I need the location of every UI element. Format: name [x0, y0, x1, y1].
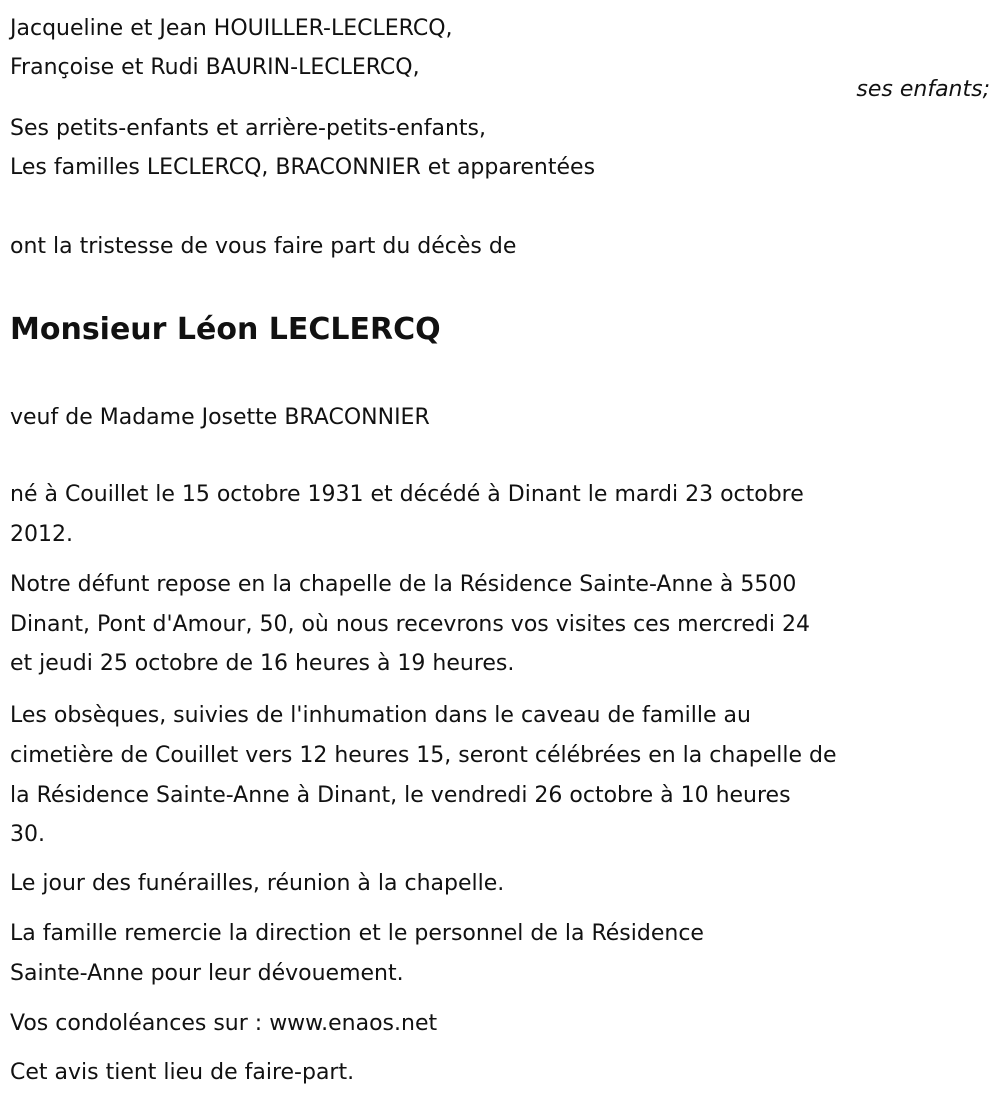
repose-line: Dinant, Pont d'Amour, 50, où nous recevrons vos visites ces mercredi 24 — [10, 612, 810, 637]
thanks-line: Sainte-Anne pour leur dévouement. — [10, 961, 404, 986]
repose-line: et jeudi 25 octobre de 16 heures à 19 heures. — [10, 651, 515, 676]
child-line: Jacqueline et Jean HOUILLER-LECLERCQ, — [10, 16, 453, 41]
children-label: ses enfants; — [856, 77, 990, 102]
birth-death-line: 2012. — [10, 522, 73, 547]
funeral-line: Les obsèques, suivies de l'inhumation dans le caveau de famille au — [10, 703, 751, 728]
closing-line: Cet avis tient lieu de faire-part. — [10, 1060, 355, 1085]
gathering-line: Le jour des funérailles, réunion à la chapelle. — [10, 871, 505, 896]
funeral-line: 30. — [10, 822, 45, 847]
funeral-line: cimetière de Couillet vers 12 heures 15, seront célébrées en la chapelle de — [10, 743, 837, 768]
child-line: Françoise et Rudi BAURIN-LECLERCQ, — [10, 55, 420, 80]
deceased-name: Monsieur Léon LECLERCQ — [10, 312, 441, 347]
thanks-line: La famille remercie la direction et le personnel de la Résidence — [10, 921, 704, 946]
family-line: Ses petits-enfants et arrière-petits-enfants, — [10, 116, 486, 141]
announcement: ont la tristesse de vous faire part du décès de — [10, 234, 517, 259]
widower-of: veuf de Madame Josette BRACONNIER — [10, 405, 430, 430]
funeral-line: la Résidence Sainte-Anne à Dinant, le vendredi 26 octobre à 10 heures — [10, 783, 791, 808]
condolences-line: Vos condoléances sur : www.enaos.net — [10, 1011, 438, 1036]
repose-line: Notre défunt repose en la chapelle de la Résidence Sainte-Anne à 5500 — [10, 572, 797, 597]
family-line: Les familles LECLERCQ, BRACONNIER et apparentées — [10, 155, 596, 180]
birth-death-line: né à Couillet le 15 octobre 1931 et décédé à Dinant le mardi 23 octobre — [10, 482, 804, 507]
